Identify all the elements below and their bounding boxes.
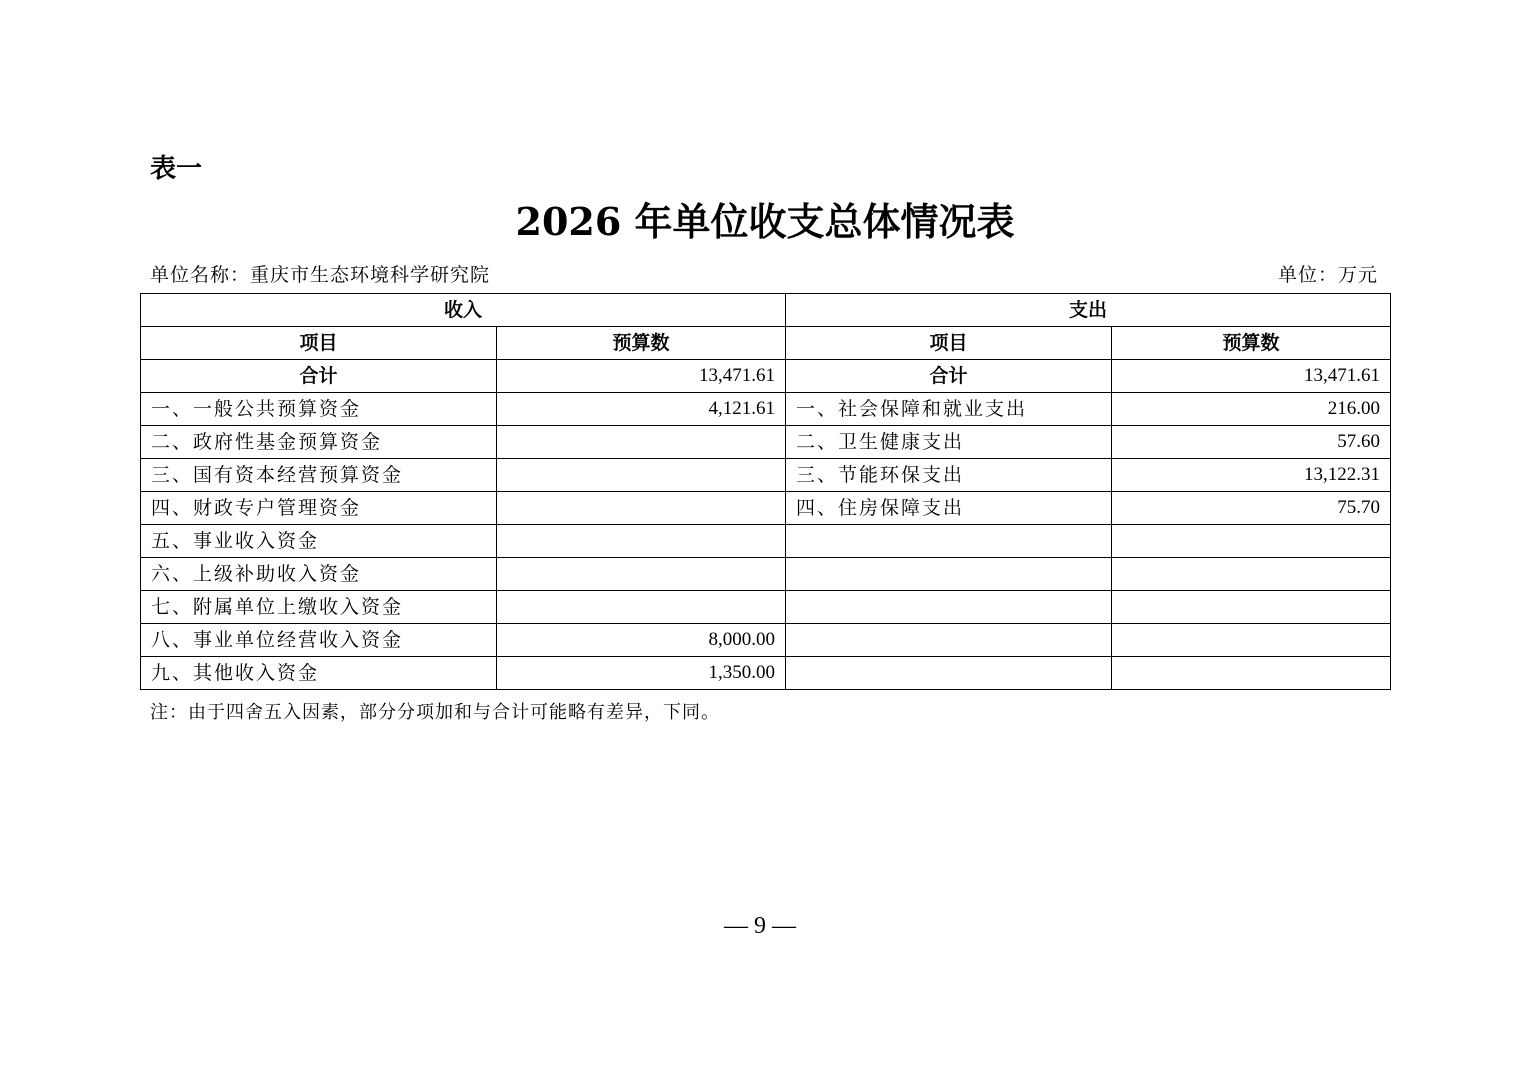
expense-item-cell (786, 624, 1112, 657)
section-header-row (141, 294, 1391, 327)
income-value-cell: 4,121.61 (497, 393, 786, 426)
expense-item-cell: 三、节能环保支出 (786, 459, 1112, 492)
expense-value-cell: 13,122.31 (1112, 459, 1391, 492)
income-item-cell: 三、国有资本经营预算资金 (141, 459, 497, 492)
column-header-row (141, 327, 1391, 360)
income-value-cell (497, 525, 786, 558)
expense-value-cell (1112, 624, 1391, 657)
expense-value-cell: 216.00 (1112, 393, 1391, 426)
expense-section-header: 支出 (786, 294, 1391, 327)
income-item-header: 项目 (141, 327, 497, 360)
total-row (141, 360, 1391, 393)
expense-item-cell (786, 525, 1112, 558)
expense-value-cell: 57.60 (1112, 426, 1391, 459)
income-budget-header: 预算数 (497, 327, 786, 360)
budget-table (140, 293, 1391, 690)
table-row (141, 393, 1391, 426)
expense-item-cell (786, 657, 1112, 690)
expense-item-cell (786, 558, 1112, 591)
table-label: 表一 (150, 154, 203, 184)
expense-item-cell (786, 591, 1112, 624)
income-value-cell (497, 591, 786, 624)
income-value-cell (497, 426, 786, 459)
currency-unit: 单位：万元 (1277, 264, 1378, 286)
income-item-cell: 二、政府性基金预算资金 (141, 426, 497, 459)
income-item-cell: 四、财政专户管理资金 (141, 492, 497, 525)
footnote: 注：由于四舍五入因素，部分分项加和与合计可能略有差异，下同。 (150, 702, 720, 723)
income-value-cell (497, 492, 786, 525)
table-row (141, 657, 1391, 690)
income-item-cell: 八、事业单位经营收入资金 (141, 624, 497, 657)
table-row (141, 624, 1391, 657)
unit-name: 单位名称：重庆市生态环境科学研究院 (150, 264, 491, 286)
income-item-cell: 九、其他收入资金 (141, 657, 497, 690)
document-title: 2026 年单位收支总体情况表 (515, 199, 1015, 244)
table-row (141, 459, 1391, 492)
table-row (141, 525, 1391, 558)
income-item-cell: 七、附属单位上缴收入资金 (141, 591, 497, 624)
income-value-cell: 1,350.00 (497, 657, 786, 690)
income-total-label: 合计 (141, 360, 497, 393)
income-value-cell (497, 558, 786, 591)
income-total-value: 13,471.61 (497, 360, 786, 393)
income-item-cell: 六、上级补助收入资金 (141, 558, 497, 591)
expense-total-value: 13,471.61 (1112, 360, 1391, 393)
expense-item-cell: 二、卫生健康支出 (786, 426, 1112, 459)
expense-item-header: 项目 (786, 327, 1112, 360)
table-row (141, 426, 1391, 459)
expense-value-cell (1112, 525, 1391, 558)
table-row (141, 492, 1391, 525)
income-item-cell: 一、一般公共预算资金 (141, 393, 497, 426)
expense-item-cell: 一、社会保障和就业支出 (786, 393, 1112, 426)
income-value-cell (497, 459, 786, 492)
expense-value-cell (1112, 591, 1391, 624)
expense-budget-header: 预算数 (1112, 327, 1391, 360)
expense-value-cell (1112, 558, 1391, 591)
income-section-header: 收入 (141, 294, 786, 327)
income-item-cell: 五、事业收入资金 (141, 525, 497, 558)
table-row (141, 558, 1391, 591)
table-row (141, 591, 1391, 624)
page-number: — 9 — (724, 913, 796, 939)
expense-value-cell (1112, 657, 1391, 690)
expense-value-cell: 75.70 (1112, 492, 1391, 525)
expense-item-cell: 四、住房保障支出 (786, 492, 1112, 525)
expense-total-label: 合计 (786, 360, 1112, 393)
income-value-cell: 8,000.00 (497, 624, 786, 657)
